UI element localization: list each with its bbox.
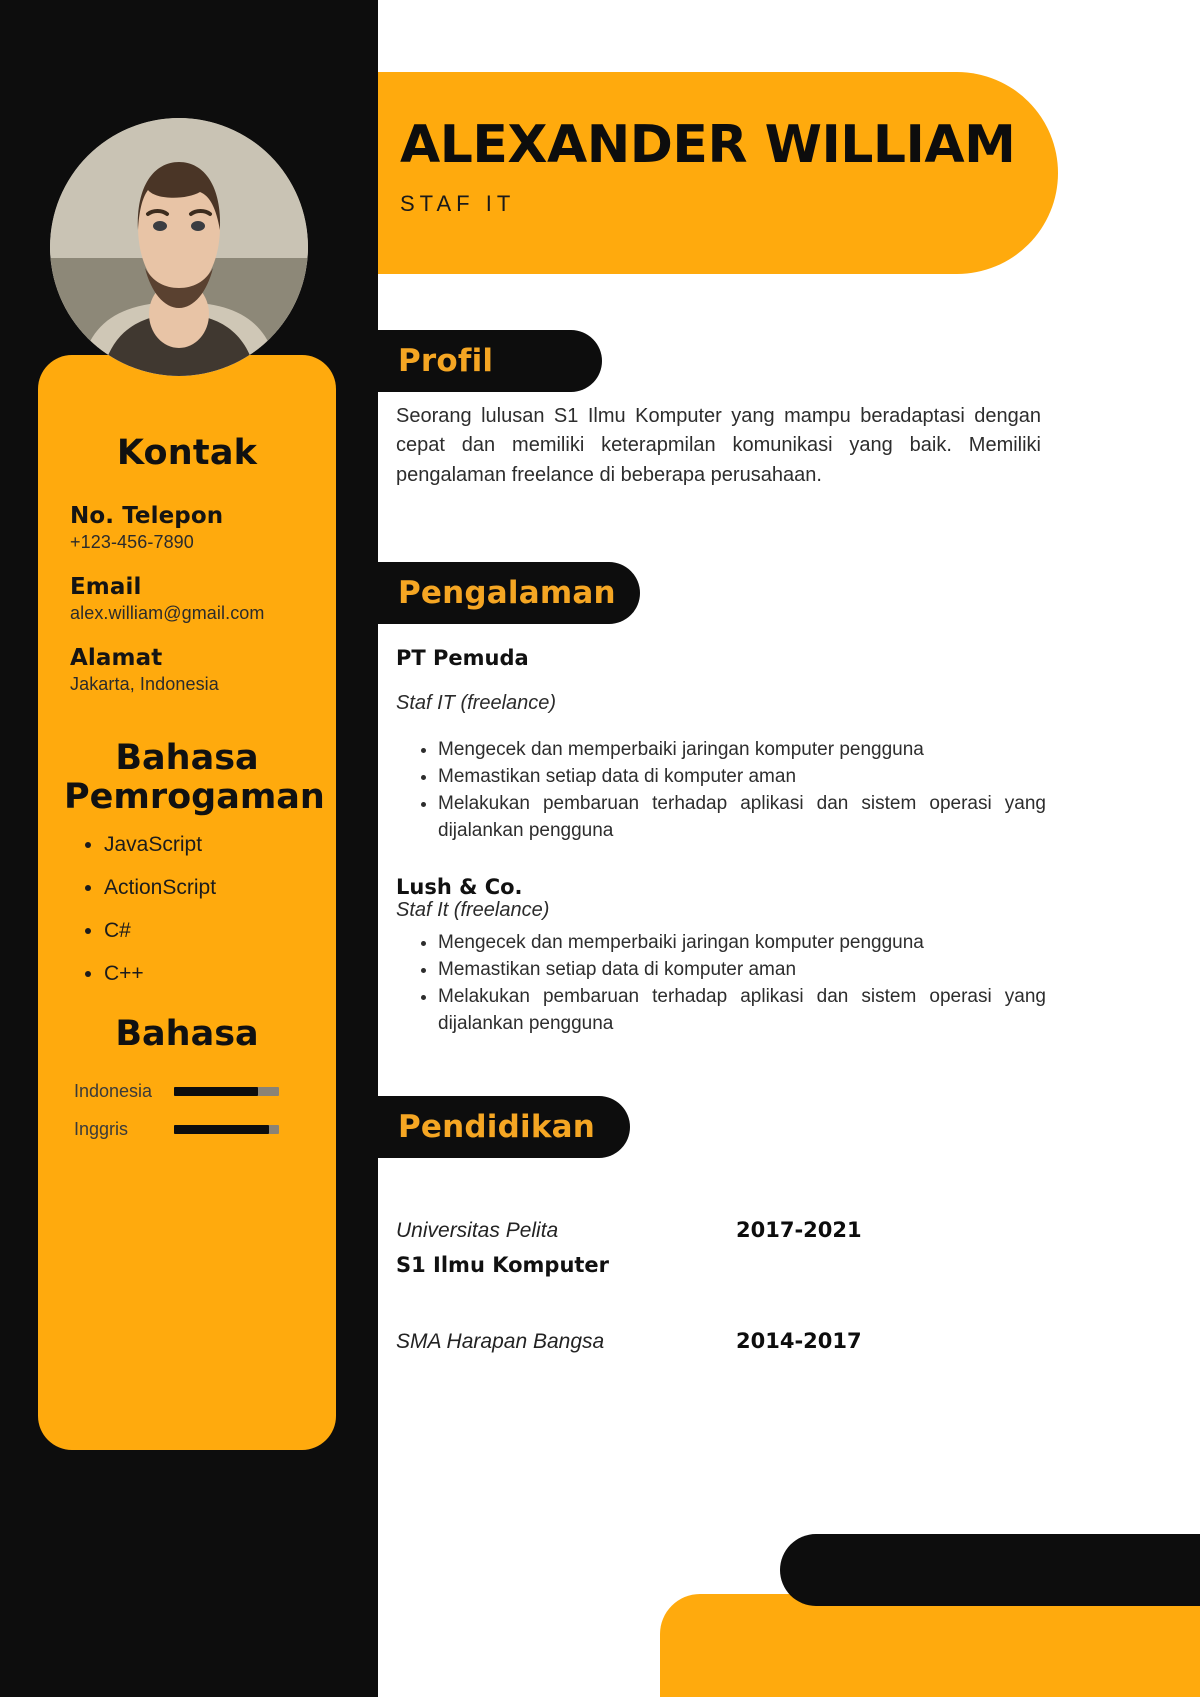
education-entry-1 bbox=[396, 1218, 1046, 1277]
profile-photo bbox=[50, 118, 308, 376]
education-school: Universitas Pelita bbox=[396, 1219, 559, 1242]
list-item: • JavaScript bbox=[104, 833, 310, 857]
education-school: SMA Harapan Bangsa bbox=[396, 1330, 605, 1353]
contact-label-address: Alamat bbox=[70, 645, 163, 671]
programming-languages-list bbox=[64, 833, 310, 986]
contact-value-phone[interactable]: +123-456-7890 bbox=[70, 532, 194, 552]
job-company: PT Pemuda bbox=[396, 646, 529, 670]
section-header-profil bbox=[378, 330, 602, 392]
portrait-illustration bbox=[50, 118, 308, 376]
section-title: Pengalaman bbox=[398, 575, 616, 611]
language-label: Inggris bbox=[74, 1119, 129, 1140]
list-item: • Melakukan pembaruan terhadap aplikasi dan sistem operasi yang dijalankan pengguna bbox=[438, 984, 1046, 1038]
job-bullets bbox=[396, 930, 1046, 1038]
job-bullets bbox=[396, 737, 1046, 845]
languages-heading: Bahasa bbox=[115, 1014, 259, 1055]
list-item: • Mengecek dan memperbaiki jaringan komputer pengguna bbox=[438, 930, 1046, 957]
contact-heading: Kontak bbox=[116, 433, 258, 473]
list-item: • ActionScript bbox=[104, 876, 310, 900]
education-degree: S1 Ilmu Komputer bbox=[396, 1253, 610, 1277]
contact-label-phone: No. Telepon bbox=[70, 503, 224, 529]
contact-label-email: Email bbox=[70, 574, 142, 600]
section-title: Pendidikan bbox=[398, 1109, 596, 1145]
prog-heading-line1: Bahasa bbox=[115, 738, 259, 778]
language-proficiency-bars bbox=[64, 1081, 310, 1140]
contact-list bbox=[64, 503, 310, 695]
education-entry-2 bbox=[396, 1329, 1046, 1354]
job-entry-2 bbox=[396, 875, 1046, 1038]
prog-heading-line2: Pemrogaman bbox=[64, 777, 325, 818]
sidebar-card bbox=[38, 355, 336, 1450]
language-label: Indonesia bbox=[74, 1081, 153, 1102]
education-year: 2017-2021 bbox=[736, 1218, 862, 1242]
language-bar-inggris bbox=[74, 1119, 310, 1140]
progress-track bbox=[174, 1125, 279, 1134]
section-title: Profil bbox=[398, 343, 494, 379]
list-item: • Memastikan setiap data di komputer aman bbox=[438, 957, 1046, 984]
contact-value-email[interactable]: alex.william@gmail.com bbox=[70, 603, 265, 623]
progress-fill bbox=[174, 1125, 269, 1134]
list-item: • Mengecek dan memperbaiki jaringan komputer pengguna bbox=[438, 737, 1046, 764]
job-entry-1 bbox=[396, 646, 1046, 845]
profil-text: Seorang lulusan S1 Ilmu Komputer yang mampu beradaptasi dengan cepat dan memiliki keterapmilan komunikasi yang baik. Memiliki pengalaman freelance di beberapa perusahaan. bbox=[396, 405, 1041, 486]
list-item: • C++ bbox=[104, 962, 310, 986]
job-role: Staf It (freelance) bbox=[396, 898, 550, 921]
page-title: ALEXANDER WILLIAM bbox=[400, 115, 1016, 175]
pendidikan-section bbox=[396, 1218, 1046, 1354]
job-title: STAF IT bbox=[400, 190, 516, 216]
name-header bbox=[378, 72, 1058, 274]
table-row bbox=[396, 1329, 1046, 1354]
education-year: 2014-2017 bbox=[736, 1329, 862, 1353]
job-company: Lush & Co. bbox=[396, 874, 523, 899]
profil-section bbox=[396, 402, 1041, 490]
decoration-orange-bar bbox=[660, 1594, 1200, 1697]
language-bar-indonesia bbox=[74, 1081, 310, 1102]
list-item: • Memastikan setiap data di komputer aman bbox=[438, 764, 1046, 791]
section-header-pengalaman bbox=[378, 562, 640, 624]
job-role: Staf IT (freelance) bbox=[396, 692, 557, 714]
progress-fill bbox=[174, 1087, 258, 1096]
pengalaman-section bbox=[396, 646, 1046, 1038]
programming-languages-heading bbox=[64, 738, 325, 818]
list-item: • Melakukan pembaruan terhadap aplikasi dan sistem operasi yang dijalankan pengguna bbox=[438, 791, 1046, 845]
decoration-black-bar bbox=[780, 1534, 1200, 1606]
contact-value-address: Jakarta, Indonesia bbox=[70, 674, 219, 694]
table-row bbox=[396, 1218, 1046, 1243]
progress-track bbox=[174, 1087, 279, 1096]
section-header-pendidikan bbox=[378, 1096, 630, 1158]
list-item: • C# bbox=[104, 919, 310, 943]
